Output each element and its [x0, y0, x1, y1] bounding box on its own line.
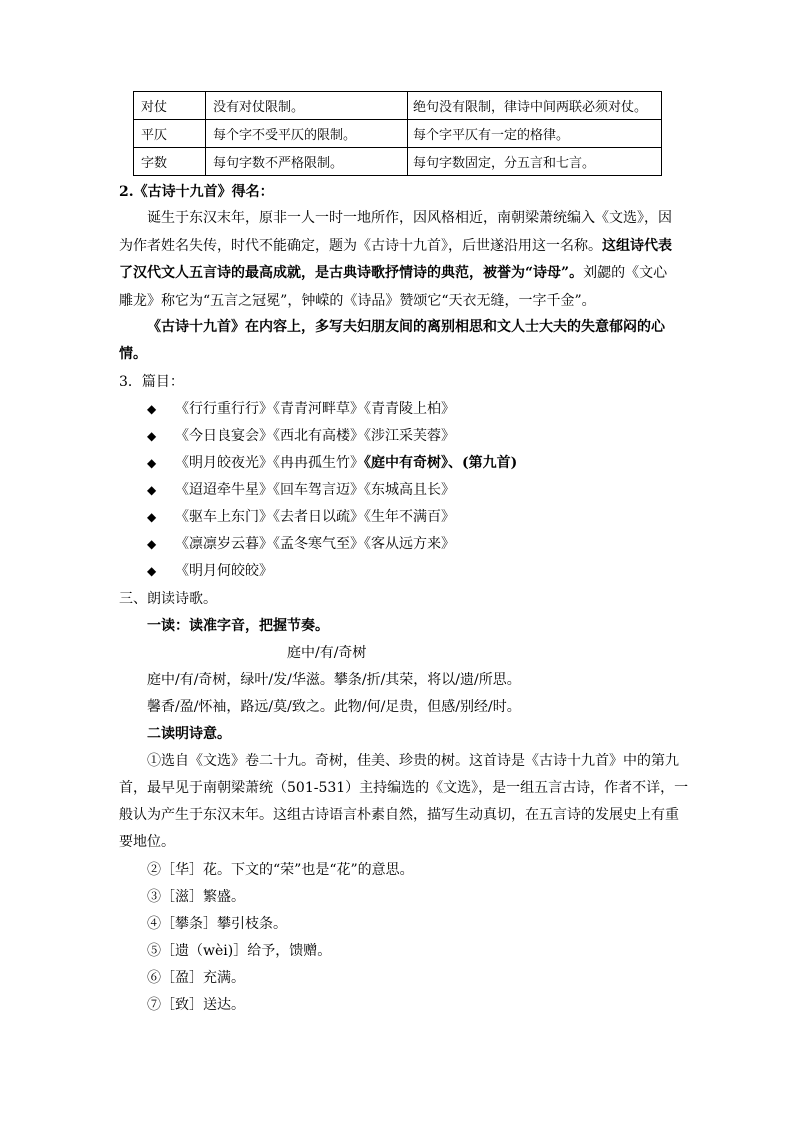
list-item [147, 480, 455, 500]
note-line: 般认为产生于东汉末年。这组古诗语言朴素自然，描写生动真切，在五言诗的发展史上有重 [119, 807, 679, 823]
note-line: ⑥［盈］充满。 [147, 970, 245, 986]
paragraph-line [119, 236, 672, 256]
section-3-heading: 3．篇目： [119, 374, 184, 390]
note-line: ④［攀条］攀引枝条。 [147, 916, 287, 932]
table-cell: 绝句没有限制，律诗中间两联必须对仗。 [408, 92, 662, 120]
bold-text-span: 这组诗代表 [602, 238, 672, 254]
list-item-text: 《今日良宴会》《西北有高楼》《涉江采芙蓉》 [175, 428, 455, 444]
note-line: ③［滋］繁盛。 [147, 889, 245, 905]
table-cell: 每个字平仄有一定的格律。 [408, 120, 662, 148]
second-reading-label: 二读明诗意。 [147, 726, 231, 742]
first-reading-label: 一读：读准字音，把握节奏。 [147, 618, 329, 634]
table-cell: 每个字不受平仄的限制。 [206, 120, 408, 148]
table-cell: 没有对仗限制。 [206, 92, 408, 120]
list-item-text: 《行行重行行》《青青河畔草》《青青陵上柏》 [175, 401, 455, 417]
note-line: 首，最早见于南朝梁萧统（501-531）主持编选的《文选》，是一组五言古诗，作者不详，一 [119, 780, 689, 796]
list-item [147, 426, 455, 446]
note-line: ⑦［致］送达。 [147, 997, 245, 1013]
list-item-text: 《驱车上东门》《去者日以疏》《生年不满百》 [175, 509, 455, 525]
list-item-text: 《迢迢牵牛星》《回车驾言迈》《东城高且长》 [175, 482, 455, 498]
text-span: 为作者姓名失传，时代不能确定，题为《古诗十九首》，后世遂沿用这一名称。 [119, 238, 602, 254]
diamond-bullet-icon: ◆ [147, 564, 157, 578]
table-row [134, 92, 662, 120]
paragraph-line: 诞生于东汉末年，原非一人一时一地所作，因风格相近，南朝梁萧统编入《文选》，因 [147, 210, 672, 226]
section-2-heading: 2.《古诗十九首》得名： [119, 184, 274, 200]
note-line: ②［华］花。下文的“荣”也是“花”的意思。 [147, 862, 414, 878]
table-cell: 字数 [134, 148, 206, 176]
table-row [134, 148, 662, 176]
list-item [147, 534, 455, 554]
table-row [134, 120, 662, 148]
list-item-text: 《明月何皎皎》 [175, 563, 273, 579]
paragraph-line: 情。 [119, 346, 147, 362]
diamond-bullet-icon: ◆ [147, 429, 157, 443]
paragraph-line: 《古诗十九首》在内容上，多写夫妇朋友间的离别相思和文人士大夫的失意郁闷的心 [147, 319, 665, 335]
diamond-bullet-icon: ◆ [147, 537, 157, 551]
table-cell: 对仗 [134, 92, 206, 120]
note-line: ①选自《文选》卷二十九。奇树，佳美、珍贵的树。这首诗是《古诗十九首》中的第九 [147, 753, 679, 769]
list-item-bold-text: 《庭中有奇树》、(第九首) [364, 455, 518, 471]
poem-line: 馨香/盈/怀袖，路远/莫/致之。此物/何/足贵，但感/别经/时。 [147, 699, 521, 715]
list-item [147, 399, 455, 419]
text-span: 刘勰的《文心 [583, 265, 668, 281]
paragraph-line [119, 263, 667, 283]
list-item [147, 453, 517, 473]
table-cell: 平仄 [134, 120, 206, 148]
note-line: 要地位。 [119, 834, 175, 850]
list-item-text: 《凛凛岁云暮》《孟冬寒气至》《客从远方来》 [175, 536, 455, 552]
section-heading: 三、朗读诗歌。 [119, 591, 217, 607]
bold-text-span: 了汉代文人五言诗的最高成就，是古典诗歌抒情诗的典范，被誉为“诗母”。 [119, 265, 584, 281]
poem-title: 庭中/有/奇树 [287, 645, 367, 661]
diamond-bullet-icon: ◆ [147, 456, 157, 470]
comparison-table [133, 91, 662, 176]
diamond-bullet-icon: ◆ [147, 402, 157, 416]
diamond-bullet-icon: ◆ [147, 483, 157, 497]
diamond-bullet-icon: ◆ [147, 510, 157, 524]
list-item [147, 507, 455, 527]
note-line: ⑤［遗（wèi)］给予，馈赠。 [147, 943, 332, 959]
poem-line: 庭中/有/奇树，绿叶/发/华滋。攀条/折/其荣，将以/遗/所思。 [147, 672, 521, 688]
paragraph-line: 雕龙》称它为“五言之冠冕”，钟嵘的《诗品》赞颂它“天衣无缝，一字千金”。 [119, 293, 596, 309]
list-item [147, 561, 273, 581]
list-item-text: 《明月皎夜光》《冉冉孤生竹》 [175, 455, 364, 471]
table-cell: 每句字数不严格限制。 [206, 148, 408, 176]
table-cell: 每句字数固定，分五言和七言。 [408, 148, 662, 176]
